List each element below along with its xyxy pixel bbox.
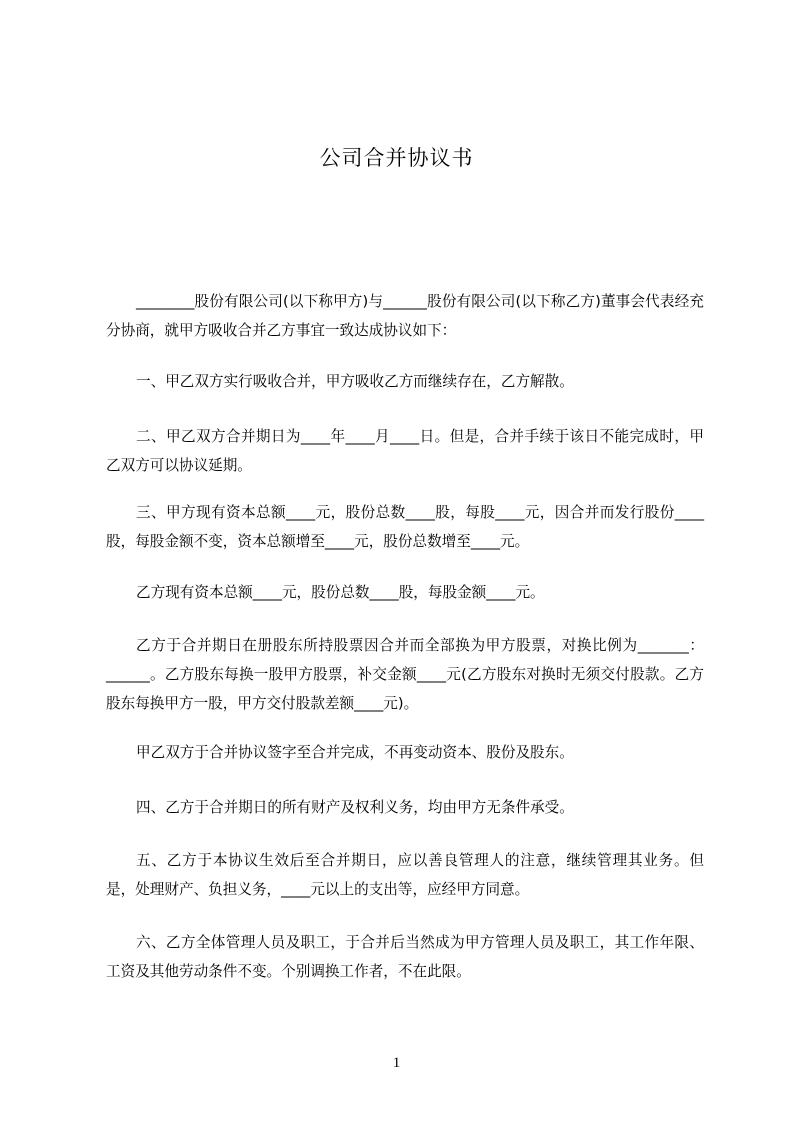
paragraph-clause-3-freeze: 甲乙双方于合并协议签字至合并完成，不再变动资本、股份及股东。	[136, 744, 574, 761]
paragraph-preamble: ________股份有限公司(以下称甲方)与______股份有限公司(以下称乙方)董事会代表经充分协商，就甲方吸收合并乙方事宜一致达成协议如下：	[106, 293, 704, 339]
paragraph-clause-3: 三、甲方现有资本总额____元，股份总数____股，每股____元，因合并而发行股份____股，每股金额不变，资本总额增至____元，股份总数增至____元。	[106, 504, 704, 550]
page-number: 1	[392, 1055, 401, 1071]
paragraph-clause-6: 六、乙方全体管理人员及职工，于合并后当然成为甲方管理人员及职工，其工作年限、工资及其他劳动条件不变。个别调换工作者，不在此限。	[106, 934, 704, 980]
paragraph-clause-1: 一、甲乙双方实行吸收合并，甲方吸收乙方而继续存在，乙方解散。	[136, 373, 574, 390]
paragraph-clause-4: 四、乙方于合并期日的所有财产及权利义务，均由甲方无条件承受。	[136, 799, 574, 816]
paragraph-clause-2: 二、甲乙双方合并期日为____年____月____日。但是，合并手续于该日不能完成时，甲乙双方可以协议延期。	[106, 428, 704, 474]
paragraph-clause-3-party-b-capital: 乙方现有资本总额____元，股份总数____股，每股金额____元。	[136, 584, 545, 601]
paragraph-clause-5: 五、乙方于本协议生效后至合并期日，应以善良管理人的注意，继续管理其业务。但是，处理财产、负担义务，____元以上的支出等，应经甲方同意。	[106, 852, 704, 898]
document-title: 公司合并协议书	[319, 146, 474, 170]
paragraph-clause-3-share-exchange: 乙方于合并期日在册股东所持股票因合并而全部换为甲方股票，对换比例为_______：______。乙方股东每换一股甲方股票，补交金额____元(乙方股东对换时无须交付股款。乙方股东每换甲方一股，甲方交付股款差额____元)。	[106, 637, 704, 712]
